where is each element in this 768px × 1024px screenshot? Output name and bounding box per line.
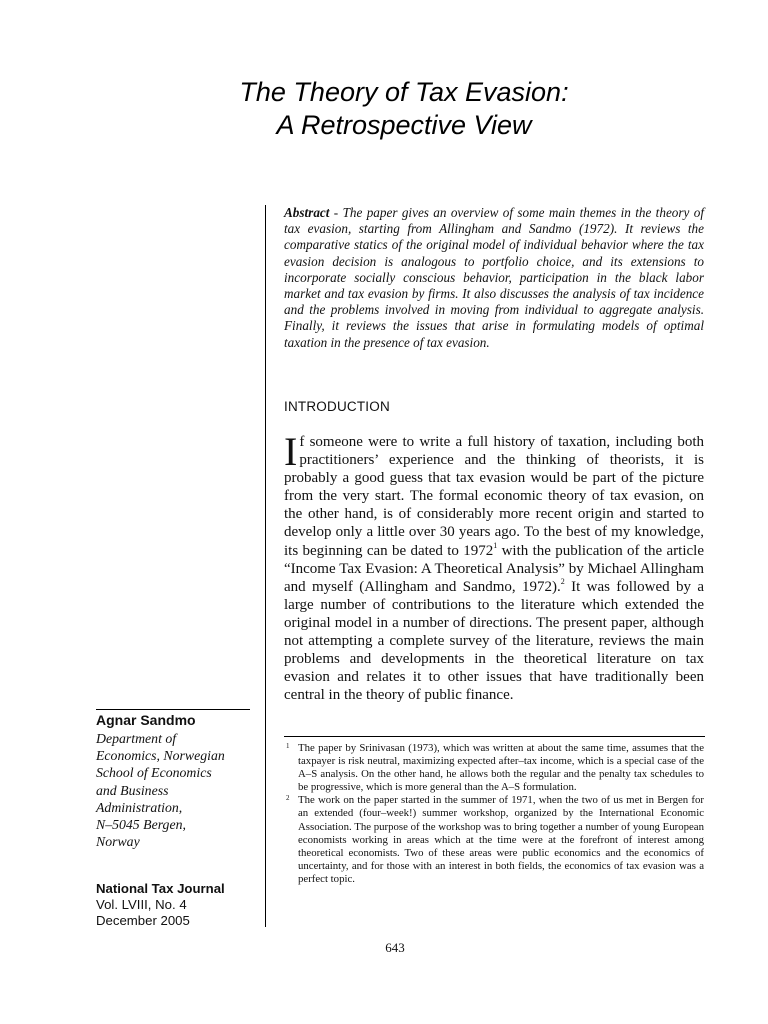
footnote-2 (284, 794, 704, 886)
body-part-1: f someone were to write a full history of taxation, including both practitioners’ experience and the thinking of theorists, it is probably a good guess that tax evasion would be part of the picture from the very start. The formal economic theory of tax evasion, on the other hand, is of considerably more recent origin and started to develop only a little over 30 years ago. To the best of my knowledge, its beginning can be dated to 1972 (284, 434, 704, 559)
paper-title (0, 76, 768, 142)
affiliation-line: N–5045 Bergen, (96, 817, 186, 833)
body-part-3: It was followed by a large number of contributions to the literature which extended the original model in a number of directions. The present paper, although not attempting a complete survey of the literature, reviews the main problems and developments in the theoretical literature on tax evasion and relates it to other issues that have traditionally been central in the theory of public finance. (284, 578, 704, 704)
journal-info (96, 881, 225, 929)
body-part-2: with the publication of the article “Income Tax Evasion: A Theoretical Analysis” by Michael Allingham and myself (Allingham and Sandmo, 1972). (284, 542, 704, 595)
abstract-text: The paper gives an overview of some main themes in the theory of tax evasion, starting from Allingham and Sandmo (1972). It reviews the comparative statics of the original model of individual behavior where the tax evasion decision is analogous to portfolio choice, and its extensions to incorporate socially conscious behavior, participation in the black labor market and tax evasion by firms. It also discusses the analysis of tax incidence and the problems involved in moving from individual to aggregate analysis. Finally, it reviews the issues that arise in formulating models of optimal taxation in the presence of tax evasion. (284, 205, 704, 350)
title-line-1: The Theory of Tax Evasion: (239, 77, 569, 107)
affiliation-line: Department of (96, 731, 177, 746)
footnote-mark: 1 (286, 742, 290, 750)
author-affiliation (96, 730, 266, 850)
footnote-mark: 2 (286, 794, 290, 803)
abstract-label: Abstract (284, 205, 330, 220)
affiliation-line: and Business (96, 782, 169, 798)
title-line-2: A Retrospective View (276, 110, 532, 140)
body-paragraph (284, 429, 704, 704)
affiliation-line: Economics, Norwegian (96, 748, 225, 764)
footnote-divider (284, 736, 705, 737)
affiliation-line: School of Economics (96, 765, 212, 781)
affiliation-line: Administration, (96, 799, 183, 815)
section-heading: INTRODUCTION (284, 399, 390, 414)
footnotes (284, 742, 704, 886)
footnote-1 (284, 742, 704, 794)
abstract-separator: - (329, 205, 343, 220)
journal-name: National Tax Journal (96, 881, 225, 896)
author-name: Agnar Sandmo (96, 712, 196, 728)
footnote-ref-2[interactable]: 2 (560, 576, 565, 586)
footnote-ref-1[interactable]: 1 (493, 540, 498, 550)
journal-volume: Vol. LVIII, No. 4 (96, 897, 187, 912)
drop-cap: I (284, 429, 298, 474)
affiliation-line: Norway (96, 834, 140, 850)
footnote-text: The paper by Srinivasan (1973), which was written at about the same time, assumes that the taxpayer is risk neutral, maximizing expected after–tax income, which is a special case of the A–S analysis. On the other hand, he allows both the regular and the penalty tax schedules to be progressive, which is more general than the A–S formulation. (298, 742, 704, 794)
abstract (284, 205, 704, 351)
footnote-text: The work on the paper started in the summer of 1971, when the two of us met in Bergen for an extended (four–week!) summer workshop, organized by the International Economic Association. The purpose of the workshop was to bring together a number of young European economists working in areas which at the time were at the forefront of interest among theoretical economists. Two of these areas were public economics and the economics of uncertainty, and for those with an interest in both fields, the economics of tax evasion was a perfect topic. (298, 794, 704, 885)
page-number: 643 (385, 940, 405, 955)
author-divider (96, 709, 250, 710)
journal-date: December 2005 (96, 913, 190, 928)
